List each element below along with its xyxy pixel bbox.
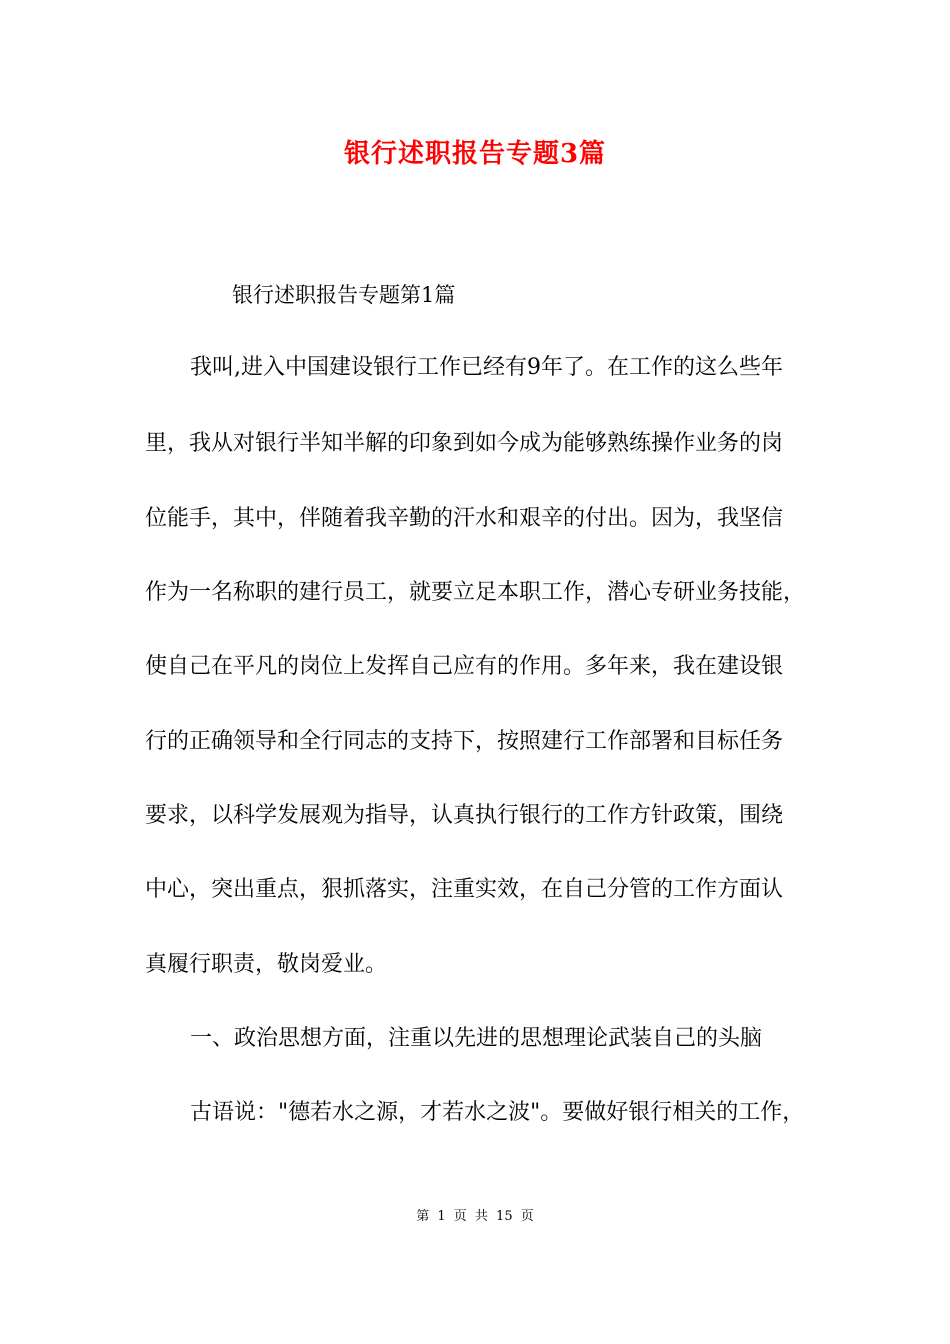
paragraph-line: 要求，以科学发展观为指导，认真执行银行的工作方针政策，围绕 xyxy=(145,803,784,828)
page-footer: 第 1 页 共 15 页 xyxy=(416,1209,534,1224)
paragraph-line: 中心，突出重点，狠抓落实，注重实效，在自己分管的工作方面认 xyxy=(145,877,784,902)
document-title: 银行述职报告专题3篇 xyxy=(343,139,607,169)
paragraph-line: 位能手，其中，伴随着我辛勤的汗水和艰辛的付出。因为，我坚信 xyxy=(145,506,784,531)
paragraph-line: 行的正确领导和全行同志的支持下，按照建行工作部署和目标任务 xyxy=(145,729,784,754)
paragraph-line: 我叫,进入中国建设银行工作已经有9年了。在工作的这么些年 xyxy=(190,355,783,380)
subheading: 一、政治思想方面，注重以先进的思想理论武装自己的头脑 xyxy=(190,1026,763,1051)
paragraph-line: 使自己在平凡的岗位上发挥自己应有的作用。多年来，我在建设银 xyxy=(145,654,784,679)
paragraph-line: 里，我从对银行半知半解的印象到如今成为能够熟练操作业务的岗 xyxy=(145,431,784,456)
section-heading: 银行述职报告专题第1篇 xyxy=(232,283,456,307)
paragraph-line: 真履行职责，敬岗爱业。 xyxy=(145,952,388,977)
paragraph-line: 作为一名称职的建行员工，就要立足本职工作，潜心专研业务技能， xyxy=(145,580,806,605)
paragraph-line: 古语说："德若水之源，才若水之波"。要做好银行相关的工作， xyxy=(190,1100,805,1125)
